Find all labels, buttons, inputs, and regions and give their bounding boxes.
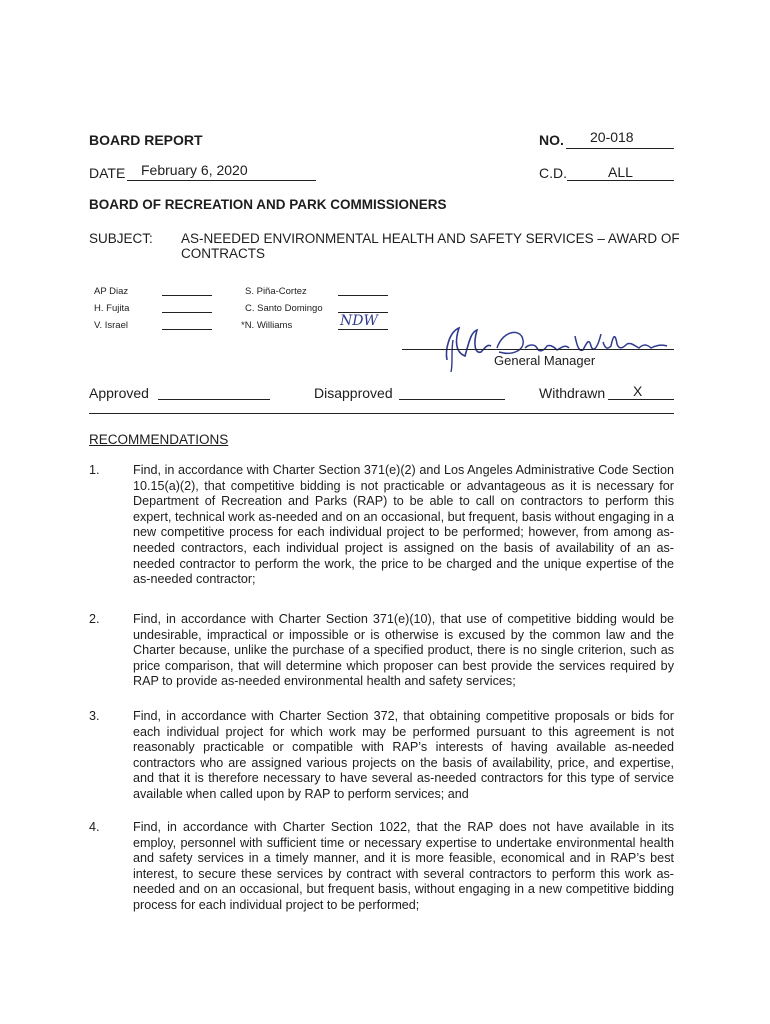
commissioner-line bbox=[162, 329, 212, 330]
date-label: DATE bbox=[89, 165, 126, 181]
cd-value: ALL bbox=[608, 164, 633, 180]
subject-label: SUBJECT: bbox=[89, 231, 153, 246]
board-title: BOARD OF RECREATION AND PARK COMMISSIONERS bbox=[89, 197, 447, 212]
recommendation-number: 2. bbox=[89, 612, 100, 626]
report-number-label: NO. bbox=[539, 132, 564, 148]
report-number-underline bbox=[566, 148, 674, 149]
subject-line-1: AS-NEEDED ENVIRONMENTAL HEALTH AND SAFETY SERVICES – AWARD OF bbox=[181, 231, 680, 246]
subject-line-2: CONTRACTS bbox=[181, 246, 265, 261]
commissioner-name: AP Diaz bbox=[94, 286, 129, 297]
recommendations-heading: RECOMMENDATIONS bbox=[89, 432, 229, 447]
date-value: February 6, 2020 bbox=[141, 162, 248, 178]
commissioner-initials: NDW bbox=[340, 313, 378, 329]
commissioner-name: S. Piña-Cortez bbox=[245, 286, 307, 297]
commissioner-name: H. Fujita bbox=[94, 303, 130, 314]
recommendation-number: 4. bbox=[89, 820, 100, 834]
board-report-label: BOARD REPORT bbox=[89, 132, 203, 148]
date-underline bbox=[127, 180, 316, 181]
approved-label: Approved bbox=[89, 385, 149, 401]
recommendation-text: Find, in accordance with Charter Section 371(e)(2) and Los Angeles Administrative Code Section 10.15(a)(2), that competitive bidding is not practicable or advantageous as it is necessary for Department of Recreation and Parks (RAP) to be able to call on contractors to perform this expert, technical work as-needed and on an occasional, but frequent, basis without engaging in a new competitive process for each individual project to be performed; however, from among as-needed contractors, each individual project is assigned on the basis of availability of an as-needed contractor to perform the work, the price to be charged and the unique expertise of the as-needed contractor; bbox=[133, 463, 674, 587]
signature-line bbox=[402, 349, 674, 350]
recommendation-number: 3. bbox=[89, 709, 100, 723]
commissioner-name: *N. Williams bbox=[241, 320, 293, 331]
approved-line bbox=[158, 399, 270, 400]
commissioner-name: V. Israel bbox=[94, 320, 128, 331]
general-manager-title: General Manager bbox=[494, 353, 596, 368]
commissioner-line bbox=[162, 295, 212, 296]
withdrawn-line bbox=[608, 399, 674, 400]
withdrawn-mark: X bbox=[633, 383, 643, 399]
disapproved-label: Disapproved bbox=[314, 385, 393, 401]
report-number-value: 20-018 bbox=[590, 129, 634, 145]
commissioner-line bbox=[338, 295, 388, 296]
recommendation-number: 1. bbox=[89, 463, 100, 477]
cd-underline bbox=[567, 180, 674, 181]
cd-label: C.D. bbox=[539, 165, 567, 181]
withdrawn-label: Withdrawn bbox=[539, 385, 606, 401]
disapproved-line bbox=[399, 399, 505, 400]
commissioner-line bbox=[162, 312, 212, 313]
recommendation-text: Find, in accordance with Charter Section 371(e)(10), that use of competitive bidding would be undesirable, impractical or impossible or is otherwise is excused by the common law and the Charter because, unlike the purchase of a specified product, there is no single criterion, such as price comparison, that will determine which proposer can best provide the services required by RAP to provide as-needed environmental health and safety services; bbox=[133, 612, 674, 689]
recommendation-text: Find, in accordance with Charter Section 1022, that the RAP does not have available in its employ, personnel with sufficient time or necessary expertise to undertake environmental health and safety services in a timely manner, and it is more feasible, economical and in RAP’s best interest, to secure these services by contract with several contractors to perform this work as-needed and on an occasional, but frequent basis, without engaging in a new competitive bidding process for each individual project to be performed; bbox=[133, 820, 674, 912]
commissioner-line bbox=[338, 329, 388, 330]
recommendation-text: Find, in accordance with Charter Section 372, that obtaining competitive proposals or bids for each individual project for which work may be performed pursuant to this agreement is not reasonably practicable or compatible with RAP’s interests of having available as-needed contractors who are assigned various projects on the basis of availability, price, and expertise, and that it is therefore necessary to have several as-needed contractors for this type of service available when called upon by RAP to perform services; and bbox=[133, 709, 674, 801]
section-divider bbox=[89, 413, 674, 414]
commissioner-name: C. Santo Domingo bbox=[245, 303, 323, 314]
